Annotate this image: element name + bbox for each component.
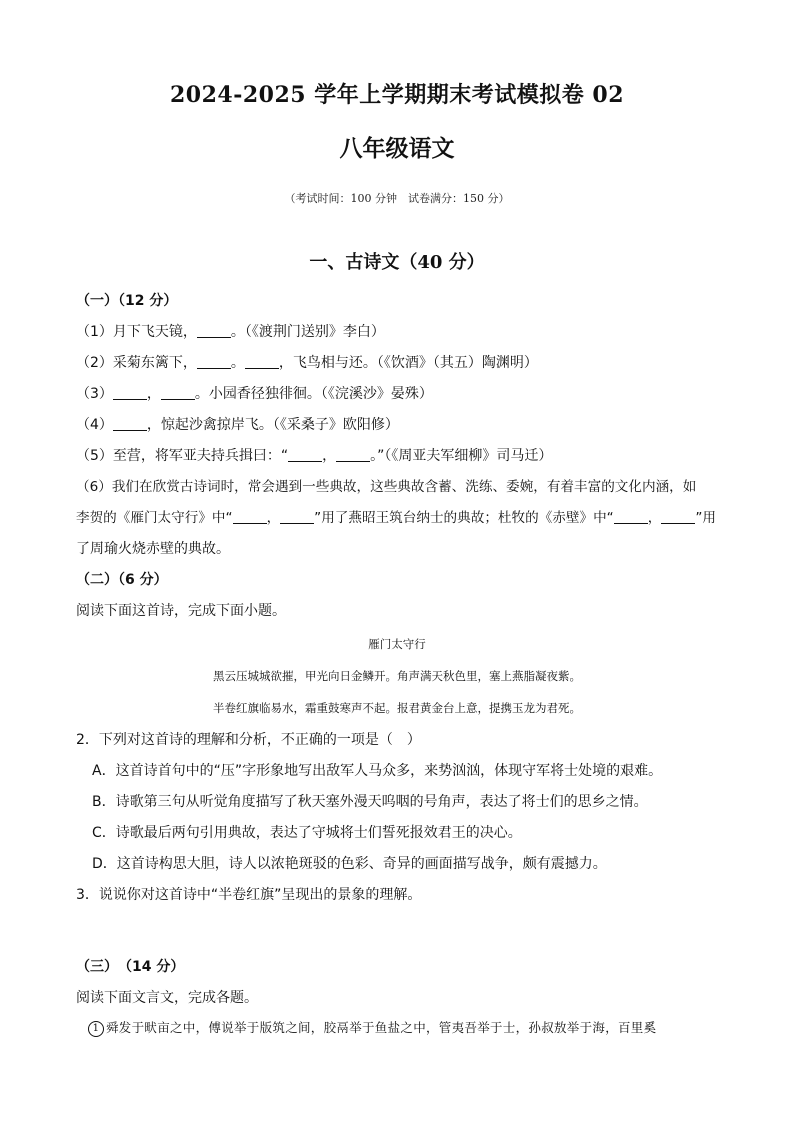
answer-blank[interactable] [245, 354, 279, 369]
question-6-line2 [76, 503, 724, 534]
q6-text-b: ， [266, 510, 281, 526]
q1-text-post: 。（《渡荆门送别》李白） [230, 324, 385, 340]
part1-block [76, 286, 724, 627]
option-c[interactable]: C．诗歌最后两句引用典故，表达了守城将士们誓死报效君王的决心。 [92, 825, 522, 841]
q4-text-pre: （4） [76, 417, 113, 433]
section-title: 一、古诗文（40 分） [309, 252, 485, 273]
q3-text-pre: （3） [76, 386, 113, 402]
q4-text-post: ，惊起沙禽掠岸飞。（《采桑子》欧阳修） [146, 417, 399, 433]
part2-questions [76, 725, 724, 911]
question-4 [76, 410, 724, 441]
part3-block [76, 952, 724, 1014]
q3-text-post: 。小园香径独徘徊。（《浣溪沙》晏殊） [194, 386, 433, 402]
q2-text-post: ，飞鸟相与还。（《饮酒》（其五）陶渊明） [278, 355, 538, 371]
answer-blank[interactable] [113, 416, 147, 431]
question-1 [76, 317, 724, 348]
poem-line-2: 半卷红旗临易水，霜重鼓寒声不起。报君黄金台上意，提携玉龙为君死。 [213, 701, 581, 715]
q5-text-mid: ， [322, 448, 337, 464]
passage-paragraph-1 [88, 1018, 738, 1037]
q6-text-d: ， [647, 510, 662, 526]
q2-text-mid: 。 [230, 355, 245, 371]
poem-title: 雁门太守行 [368, 637, 426, 651]
answer-blank[interactable] [614, 509, 648, 524]
question-5 [76, 441, 724, 472]
option-b[interactable]: B．诗歌第三句从听觉角度描写了秋天塞外漫天呜咽的号角声，表达了将士们的思乡之情。 [92, 794, 648, 810]
question-6-line1: （6）我们在欣赏古诗词时，常会遇到一些典故，这些典故含蓄、洗练、委婉，有着丰富的文化内涵，如 [76, 479, 697, 495]
q3-text-mid: ， [146, 386, 161, 402]
answer-blank[interactable] [336, 447, 370, 462]
q5-text-pre: （5）至营，将军亚夫持兵揖曰：“ [76, 448, 289, 464]
option-a[interactable]: A．这首诗首句中的“压”字形象地写出敌军人马众多，来势汹汹，体现守军将士处境的艰难。 [92, 763, 663, 779]
question-2-stem: 2．下列对这首诗的理解和分析，不正确的一项是（ ） [76, 732, 421, 748]
answer-blank[interactable] [288, 447, 322, 462]
question-6-line3: 了周瑜火烧赤壁的典故。 [76, 541, 230, 557]
part3-heading: （三） （14 分） [76, 959, 185, 975]
passage-text: 舜发于畎亩之中，傅说举于版筑之间，胶鬲举于鱼盐之中，管夷吾举于士，孙叔敖举于海，百里奚 [106, 1020, 657, 1035]
q6-text-c: ”用了燕昭王筑台纳士的典故；杜牧的《赤壁》中“ [314, 510, 614, 526]
q5-text-post: 。”（《周亚夫军细柳》司马迁） [370, 448, 553, 464]
paragraph-number: 1 [88, 1021, 104, 1037]
q2-text-pre: （2）采菊东篱下， [76, 355, 197, 371]
answer-blank[interactable] [661, 509, 695, 524]
answer-blank[interactable] [197, 323, 231, 338]
exam-subtitle: 八年级语文 [339, 135, 455, 162]
option-d[interactable]: D．这首诗构思大胆，诗人以浓艳斑驳的色彩、奇异的画面描写战争，颇有震撼力。 [92, 856, 607, 872]
exam-title: 2024-2025 学年上学期期末考试模拟卷 02 [169, 82, 625, 108]
part3-intro: 阅读下面文言文，完成各题。 [76, 990, 258, 1006]
q1-text-pre: （1）月下飞天镜， [76, 324, 197, 340]
question-2 [76, 348, 724, 379]
q6-text-e: ”用 [695, 510, 716, 526]
answer-blank[interactable] [233, 509, 267, 524]
exam-info: （考试时间：100 分钟 试卷满分：150 分） [284, 192, 510, 205]
part1-heading: （一）（12 分） [76, 293, 178, 309]
part2-intro: 阅读下面这首诗，完成下面小题。 [76, 603, 286, 619]
answer-blank[interactable] [161, 385, 195, 400]
answer-blank[interactable] [197, 354, 231, 369]
question-3 [76, 379, 724, 410]
answer-blank[interactable] [113, 385, 147, 400]
part2-heading: （二）（6 分） [76, 572, 168, 588]
poem-line-1: 黑云压城城欲摧，甲光向日金鳞开。角声满天秋色里，塞上燕脂凝夜紫。 [213, 669, 581, 683]
answer-blank[interactable] [280, 509, 314, 524]
question-3-stem: 3．说说你对这首诗中“半卷红旗”呈现出的景象的理解。 [76, 887, 422, 903]
q6-text-a: 李贺的《雁门太守行》中“ [76, 510, 233, 526]
